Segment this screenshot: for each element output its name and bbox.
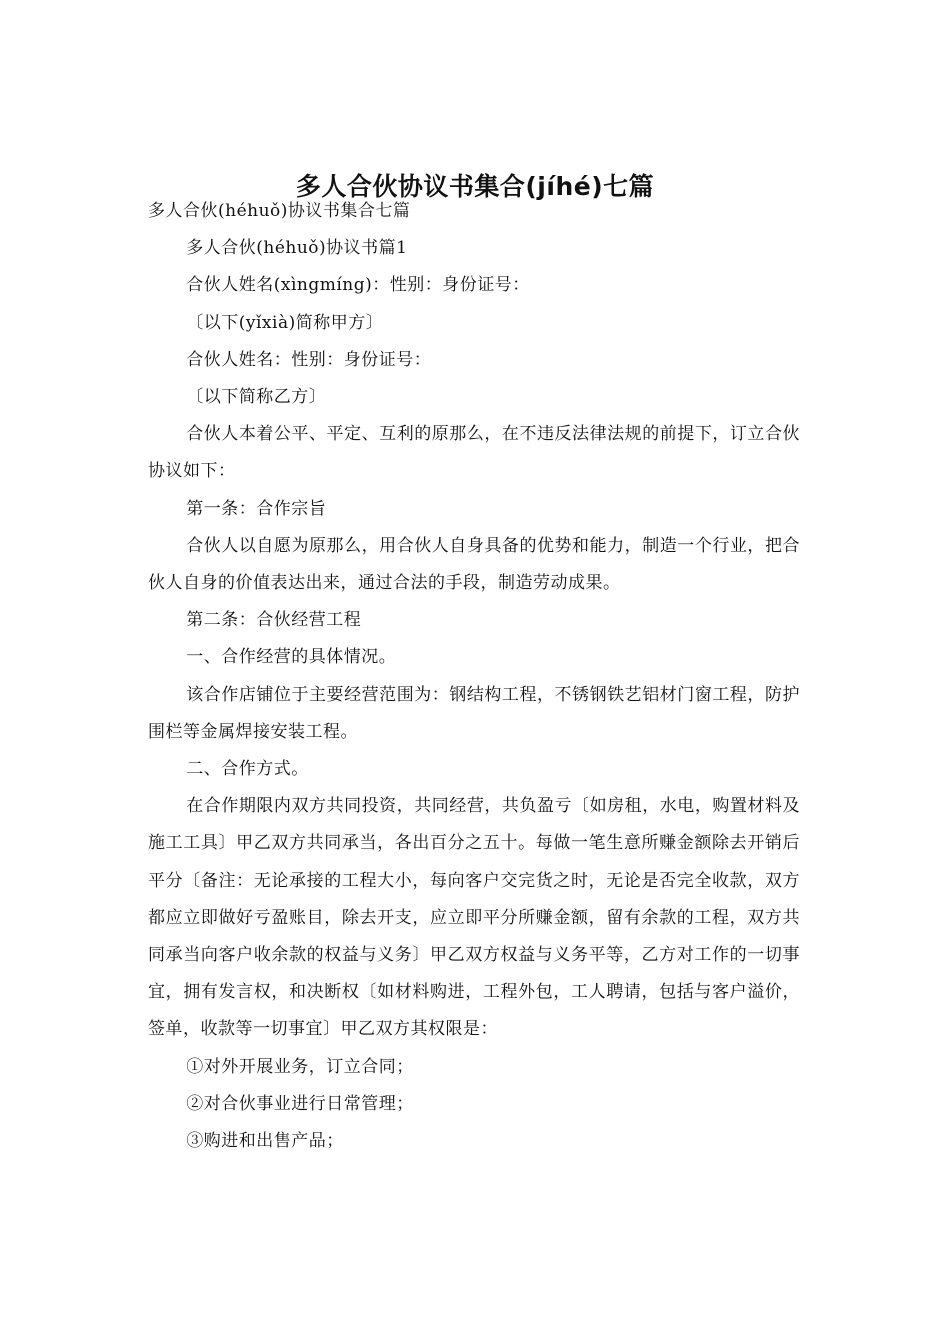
- paragraph-section-2-body: 在合作期限内双方共同投资，共同经营，共负盈亏〔如房租，水电，购置材料及施工工具〕甲乙双方共同承当，各出百分之五十。每做一笔生意所赚金额除去开销后平分〔备注：无论承接的工程大小，每向客户交完货之时，无论是否完全收款，双方都应立即做好亏盈账目，除去开支，应立即平分所赚金额，留有余款的工程，双方共同承当向客户收余款的权益与义务〕甲乙双方权益与义务平等，乙方对工作的一切事宜，拥有发言权，和决断权〔如材料购进，工程外包，工人聘请，包括与客户溢价，签单，收款等一切事宜〕甲乙双方其权限是：: [148, 796, 800, 1040]
- paragraph-party-a-alias: 〔以下(yǐxià)简称甲方〕: [186, 312, 384, 333]
- paragraph-party-a-info: 合伙人姓名(xìngmíng)：性别：身份证号：: [186, 275, 530, 296]
- paragraph-party-b-alias: 〔以下简称乙方〕: [186, 387, 327, 408]
- document-body: [148, 193, 800, 1160]
- paragraph-right-2: ②对合伙事业进行日常管理；: [186, 1093, 414, 1114]
- paragraph-section-heading: 多人合伙(héhuǒ)协议书篇1: [186, 238, 408, 259]
- paragraph-section-1-body: 该合作店铺位于主要经营范围为：钢结构工程，不锈钢铁艺铝材门窗工程，防护围栏等金属焊接安装工程。: [148, 684, 800, 742]
- paragraph-right-3: ③购进和出售产品；: [186, 1131, 344, 1152]
- paragraph-right-1: ①对外开展业务，订立合同；: [186, 1056, 414, 1077]
- paragraph-article-1-body: 合伙人以自愿为原那么，用合伙人自身具备的优势和能力，制造一个行业，把合伙人自身的价值表达出来，通过合法的手段，制造劳动成果。: [148, 535, 800, 594]
- paragraph-article-1-title: 第一条：合作宗旨: [186, 498, 327, 519]
- document-title: 多人合伙协议书集合(jíhé)七篇: [295, 171, 655, 201]
- paragraph-party-b-info: 合伙人姓名：性别：身份证号：: [186, 349, 432, 370]
- paragraph-article-2-title: 第二条：合伙经营工程: [186, 610, 362, 631]
- paragraph-subtitle: 多人合伙(héhuǒ)协议书集合七篇: [148, 201, 411, 221]
- paragraph-section-1-title: 一、合作经营的具体情况。: [186, 647, 397, 668]
- paragraph-preamble: 合伙人本着公平、平定、互利的原那么，在不违反法律法规的前提下，订立合伙协议如下：: [148, 424, 800, 482]
- paragraph-section-2-title: 二、合作方式。: [186, 759, 309, 780]
